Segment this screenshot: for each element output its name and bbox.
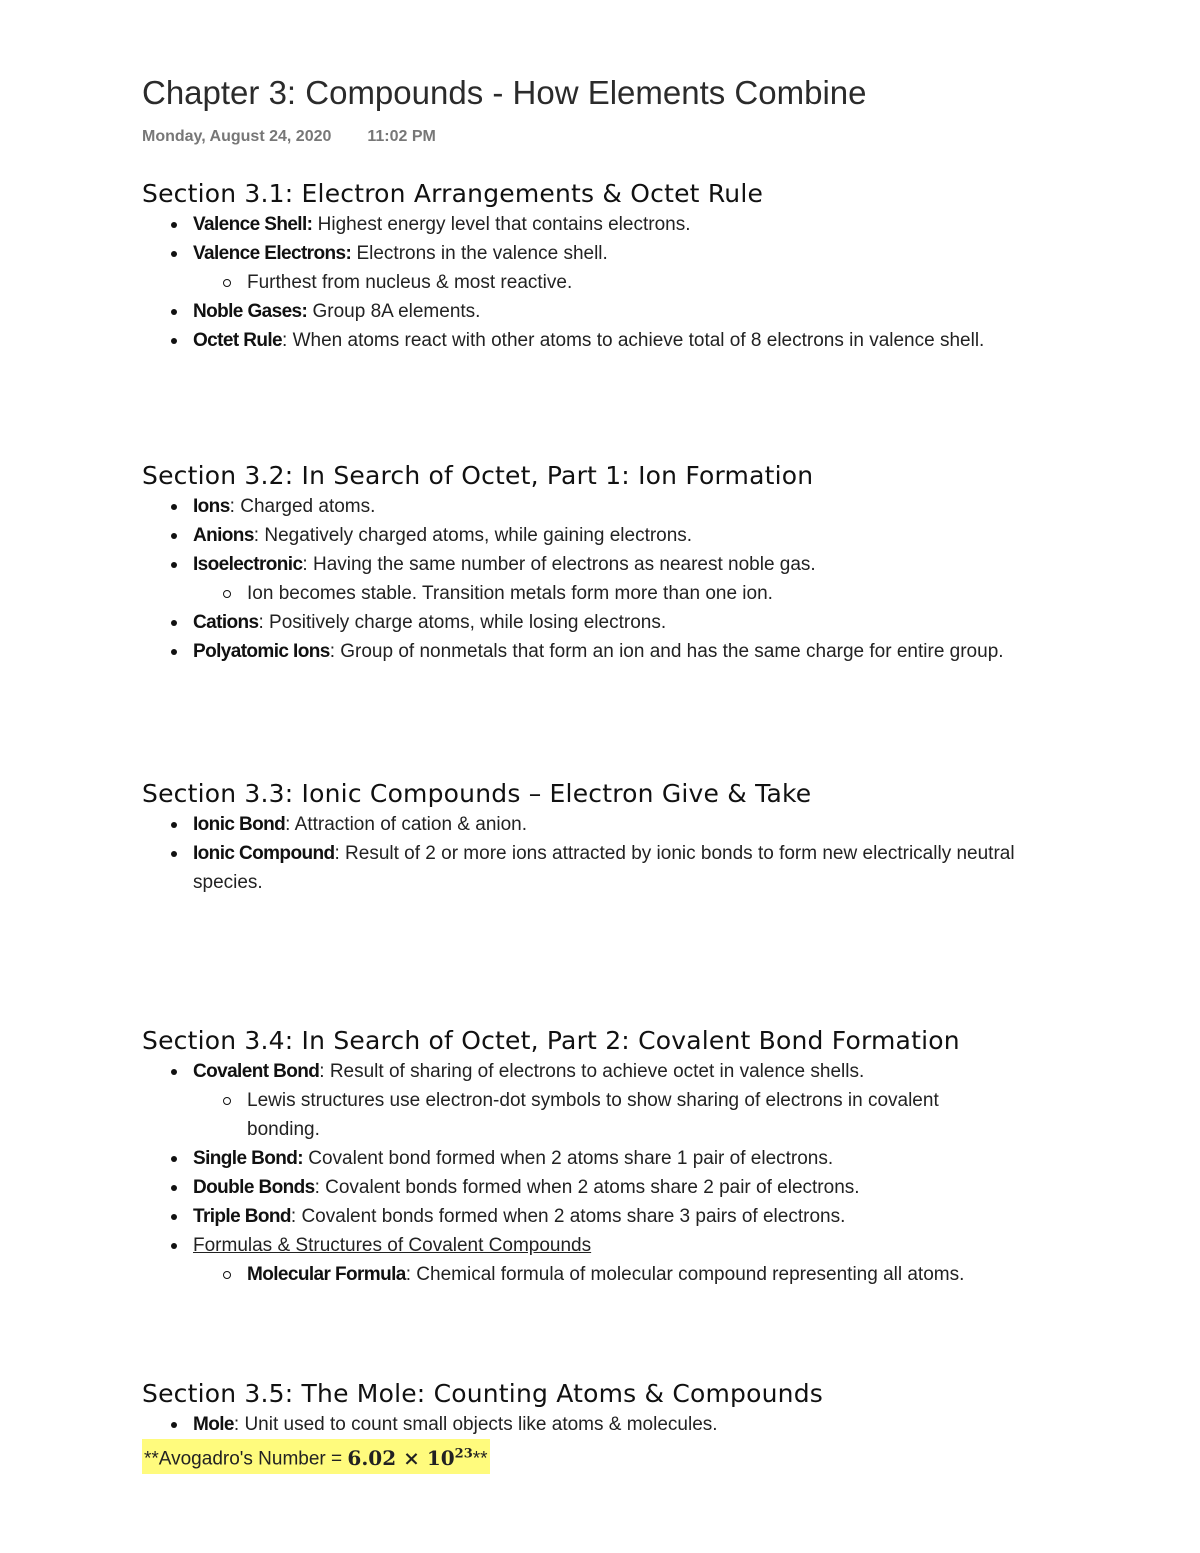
section-heading: Section 3.1: Electron Arrangements & Octet Rule: [142, 179, 764, 208]
section-3-5: [142, 1379, 1142, 1474]
bullet-list: [142, 1057, 1142, 1289]
section-3-4: [142, 1026, 1142, 1289]
definition: : Group of nonmetals that form an ion and has the same charge for entire group.: [329, 641, 1004, 662]
avogadro-highlight: [142, 1439, 490, 1474]
sub-list-item: Ion becomes stable. Transition metals form more than one ion.: [193, 579, 1142, 608]
avogadro-value: [347, 1446, 472, 1470]
definition: : Attraction of cation & anion.: [285, 814, 528, 835]
list-item: [142, 297, 1142, 326]
bullet-list: [142, 810, 1142, 897]
definition: : Result of 2 or more ions attracted by ionic bonds to form new electrically neutral species.: [193, 843, 1015, 893]
definition: : Covalent bonds formed when 2 atoms share 3 pairs of electrons.: [290, 1206, 846, 1227]
avogadro-suffix: **: [472, 1448, 488, 1470]
note-timestamp: [142, 128, 436, 146]
term: Isoelectronic: [193, 554, 303, 575]
definition: : Charged atoms.: [229, 496, 376, 517]
list-item: [142, 839, 1048, 897]
list-item: [142, 810, 1142, 839]
definition: Highest energy level that contains electrons.: [312, 214, 691, 235]
sub-list: [193, 1260, 1142, 1289]
sub-list-item: [193, 1260, 1142, 1289]
sub-list: [193, 268, 1142, 297]
avogadro-exponent: 23: [454, 1446, 473, 1461]
list-item: [142, 1202, 1142, 1231]
term: Single Bond:: [193, 1148, 303, 1169]
bullet-list: [142, 1410, 1142, 1439]
term: Molecular Formula: [247, 1264, 406, 1285]
definition: : Negatively charged atoms, while gaining electrons.: [253, 525, 693, 546]
list-item: [142, 550, 1142, 608]
term: Mole: [193, 1414, 234, 1435]
term: Covalent Bond: [193, 1061, 320, 1082]
bullet-list: [142, 210, 1142, 355]
definition: : When atoms react with other atoms to achieve total of 8 electrons in valence shell.: [282, 330, 985, 351]
sub-list: [193, 1086, 1013, 1144]
definition: : Covalent bonds formed when 2 atoms share 2 pair of electrons.: [314, 1177, 860, 1198]
list-item: [142, 210, 1142, 239]
definition: Group 8A elements.: [307, 301, 481, 322]
avogadro-prefix: **Avogadro's Number =: [144, 1448, 348, 1470]
formulas-structures-link[interactable]: Formulas & Structures of Covalent Compounds: [193, 1235, 592, 1256]
term: Anions: [193, 525, 254, 546]
sub-list-item: Lewis structures use electron-dot symbols to show sharing of electrons in covalent bonding.: [193, 1086, 1013, 1144]
term: Cations: [193, 612, 259, 633]
term: Ions: [193, 496, 230, 517]
avogadro-mantissa: 6.02 × 10: [347, 1445, 455, 1470]
bullet-list: [142, 492, 1142, 666]
sub-list-item: Furthest from nucleus & most reactive.: [193, 268, 1142, 297]
list-item: [142, 239, 1142, 297]
list-item: [142, 1057, 1142, 1144]
term: Double Bonds: [193, 1177, 315, 1198]
definition: : Having the same number of electrons as nearest noble gas.: [302, 554, 816, 575]
section-heading: Section 3.4: In Search of Octet, Part 2: Covalent Bond Formation: [142, 1026, 960, 1055]
term: Octet Rule: [193, 330, 283, 351]
definition: : Result of sharing of electrons to achieve octet in valence shells.: [319, 1061, 865, 1082]
term: Valence Electrons:: [193, 243, 352, 264]
sub-list: [193, 579, 1142, 608]
term: Polyatomic Ions: [193, 641, 330, 662]
section-heading: Section 3.5: The Mole: Counting Atoms & Compounds: [142, 1379, 823, 1408]
note-date: Monday, August 24, 2020: [142, 128, 332, 145]
section-3-2: [142, 461, 1142, 666]
list-item: [142, 492, 1142, 521]
section-heading: Section 3.2: In Search of Octet, Part 1: Ion Formation: [142, 461, 814, 490]
list-item: [142, 1144, 1142, 1173]
term: Noble Gases:: [193, 301, 308, 322]
term: Ionic Bond: [193, 814, 286, 835]
definition: : Positively charge atoms, while losing electrons.: [258, 612, 667, 633]
list-item: [142, 637, 1033, 666]
definition: : Chemical formula of molecular compound representing all atoms.: [405, 1264, 965, 1285]
definition: Electrons in the valence shell.: [351, 243, 608, 264]
list-item: [142, 608, 1142, 637]
section-3-3: [142, 779, 1142, 897]
section-3-1: [142, 179, 1142, 355]
definition: Covalent bond formed when 2 atoms share 1 pair of electrons.: [302, 1148, 834, 1169]
term: Ionic Compound: [193, 843, 335, 864]
term: Triple Bond: [193, 1206, 291, 1227]
note-time: 11:02 PM: [367, 128, 436, 145]
list-item: [142, 326, 1142, 355]
page-title: Chapter 3: Compounds - How Elements Combine: [142, 74, 867, 111]
list-item: [142, 1173, 1142, 1202]
list-item: [142, 1231, 1142, 1289]
list-item: [142, 521, 1142, 550]
term: Valence Shell:: [193, 214, 313, 235]
list-item: [142, 1410, 1142, 1439]
definition: : Unit used to count small objects like atoms & molecules.: [233, 1414, 718, 1435]
section-heading: Section 3.3: Ionic Compounds – Electron Give & Take: [142, 779, 812, 808]
